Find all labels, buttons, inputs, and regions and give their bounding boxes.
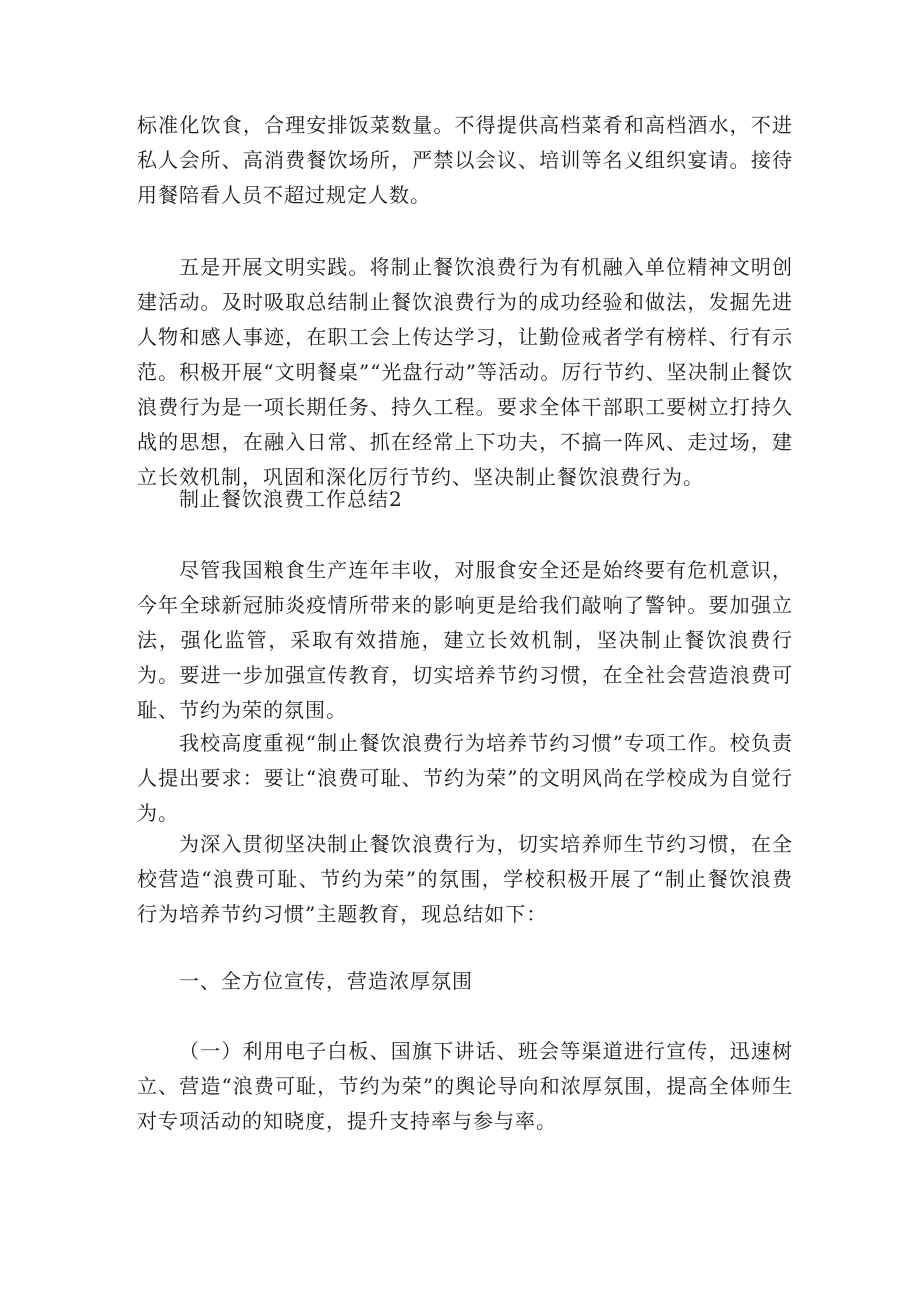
section-title-summary-2: 制止餐饮浪费工作总结2	[179, 487, 403, 511]
section-heading-publicity: 一、全方位宣传，营造浓厚氛围	[179, 969, 473, 993]
paragraph-food-security: 尽管我国粮食生产连年丰收，对服食安全还是始终要有危机意识，今年全球新冠肺炎疫情所带来的影响更是给我们敲响了警钟。要加强立法，强化监管，采取有效措施，建立长效机制，坚决制止餐饮浪费行为。要进一步加强宣传教育，切实培养节约习惯，在全社会营造浪费可耻、节约为荣的氛围。	[137, 558, 793, 722]
paragraph-publicity-channels: （一）利用电子白板、国旗下讲话、班会等渠道进行宣传，迅速树立、营造“浪费可耻，节约为荣”的舆论导向和浓厚氛围，提高全体师生对专项活动的知晓度，提升支持率与参与率。	[137, 1039, 793, 1133]
paragraph-civilization-practice: 五是开展文明实践。将制止餐饮浪费行为有机融入单位精神文明创建活动。及时吸取总结制止餐饮浪费行为的成功经验和做法，发掘先进人物和感人事迹，在职工会上传达学习，让勤俭戒者学有榜样、行有示范。积极开展“文明餐桌”“光盘行动”等活动。厉行节约、坚决制止餐饮浪费行为是一项长期任务、持久工程。要求全体干部职工要树立打持久战的思想，在融入日常、抓在经常上下功夫，不搞一阵风、走过场，建立长效机制，巩固和深化厉行节约、坚决制止餐饮浪费行为。	[137, 255, 793, 489]
paragraph-standardized-dining: 标准化饮食，合理安排饭菜数量。不得提供高档菜肴和高档酒水，不进私人会所、高消费餐饮场所，严禁以会议、培训等名义组织宴请。接待用餐陪看人员不超过规定人数。	[137, 113, 793, 207]
paragraph-summary-intro: 为深入贯彻坚决制止餐饮浪费行为，切实培养师生节约习惯，在全校营造“浪费可耻、节约为荣”的氛围，学校积极开展了“制止餐饮浪费行为培养节约习惯”主题教育，现总结如下：	[137, 832, 793, 926]
paragraph-school-emphasis: 我校高度重视“制止餐饮浪费行为培养节约习惯”专项工作。校负责人提出要求：要让“浪费可耻、节约为荣”的文明风尚在学校成为自觉行为。	[137, 731, 793, 825]
